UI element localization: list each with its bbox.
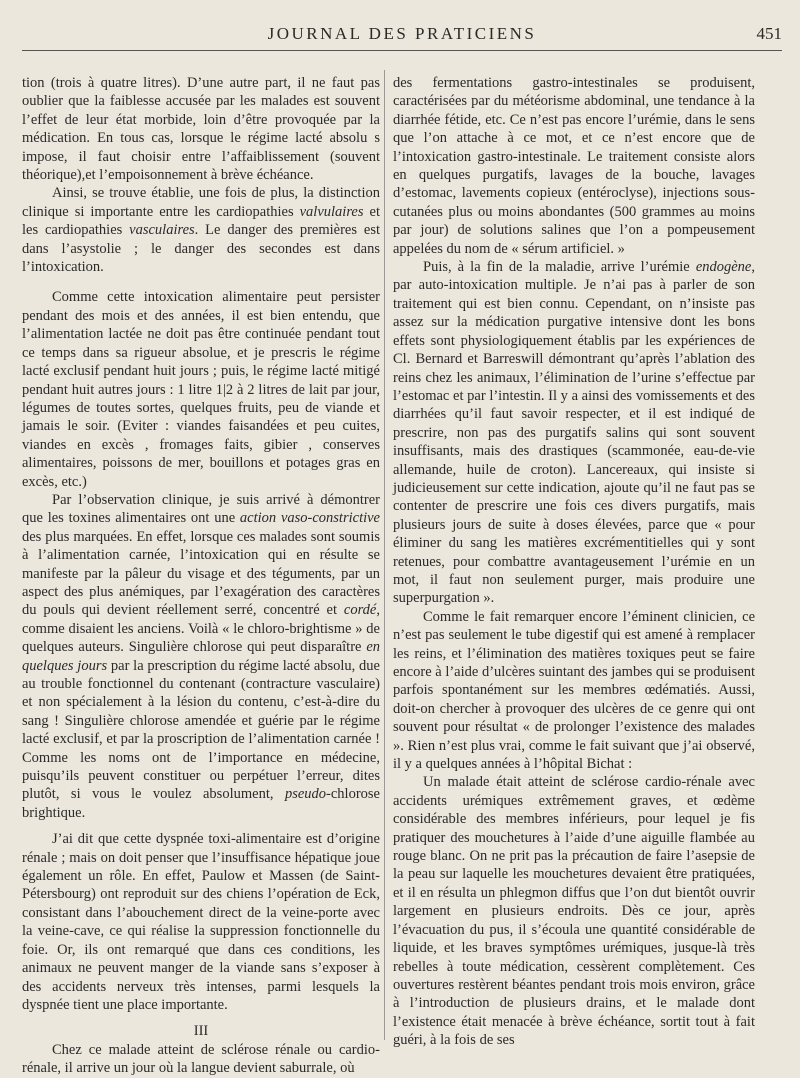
paragraph: Puis, à la fin de la maladie, arrive l’urémie endogène, par auto-intoxication multiple. Je n’ai pas à parler de son traitement qui est bien connu. Cependant, on n’insiste pas assez sur la médication purgative intensive dont les bons effets sont physiologiquement établis par les expériences de Cl. Bernard et Barreswill démontrant qu’après l’ablation des reins chez les animaux, l’élimination de l’urine s’effectue par l’estomac et par l’intestin. Il y a ainsi des vomissements et des diarrhées qu’il faut savoir respecter, et il est indiqué de prescrire, non pas des purgatifs salins qui sont souvent insuffisants, mais des drastiques (scammonée, eau-de-vie allemande, huile de croton). Lancereaux, qui insiste si judicieusement sur cette indication, ajoute qu’il ne faut pas se contenter de prescrire une fois ces divers purgatifs, mais plusieurs jours de suite à doses élevées, parce que « pour éliminer du sang les matières excrémentitielles qui y sont retenues, pour combattre avantageusement l’urémie en un mot, il faut non seulement purger, mais produire une superpurgation ».	[393, 259, 755, 607]
paragraph: des fermentations gastro-intestinales se produisent, caractérisées par du météorisme abdominal, une tendance à la diarrhée fétide, etc. Ce n’est pas encore l’urémie, dans le sens que l’on attache à ce mot, et ce n’est encore que de l’intoxication gastro-intestinale. Le traitement consiste alors en quelques purgatifs, lavages de la bouche, lavages d’estomac, lavements copieux (entéroclyse), injections sous-cutanées plus ou moins abondantes (500 grammes au moins par jour) de solutions salines que l’on a pompeusement appelées du nom de « sérum artificiel. »	[393, 75, 755, 257]
page-number: 451	[756, 24, 782, 43]
paragraph: J’ai dit que cette dyspnée toxi-alimentaire est d’origine rénale ; mais on doit penser que l’insuffisance hépatique joue également un rôle. En effet, Paulow et Massen (de Saint-Pétersbourg) ont reproduit sur des chiens l’opération de Eck, consistant dans l’abouchement direct de la veine-porte avec la veine-cave, ce qui réalise la suppression fonctionnelle du foie. Or, ils ont remarqué que dans ces conditions, les animaux ne peuvent manger de la viande sans s’exposer à des accidents nerveux très intenses, parmi lesquels la dyspnée tient une place importante.	[22, 831, 380, 1013]
journal-title: JOURNAL DES PRATICIENS	[267, 24, 537, 43]
column-divider	[384, 70, 385, 1040]
paragraph: Par l’observation clinique, je suis arrivé à démontrer que les toxines alimentaires ont une action vaso-constrictive des plus marquées. En effet, lorsque ces malades sont soumis à l’alimentation carnée, l’intoxication qui en résulte se manifeste par la pâleur du visage et des téguments, par un aspect des plus anémiques, par l’exagération des caractères du pouls qui devient réellement serré, concentré et cordé, comme disaient les anciens. Voilà « le chloro-brightisme » de quelques auteurs. Singulière chlorose qui peut disparaître en quelques jours par la prescription du régime lacté absolu, due au trouble fonctionnel du contenant (contracture vasculaire) et non spécialement à la lésion du contenu, c’est-à-dire du sang ! Singulière chlorose amendée et guérie par le régime lacté exclusif, et par la proscription de l’alimentation carnée ! Comme les noms ont de l’importance en médecine, puisqu’ils peuvent constituer ou perpétuer l’erreur, dites plutôt, si vous le voulez absolument, pseudo-chlorose brightique.	[22, 491, 380, 821]
paragraph: Comme cette intoxication alimentaire peut persister pendant des mois et des années, il est bien entendu, que l’alimentation lactée ne doit pas être continuée pendant tout ce temps dans sa rigueur absolue, et je prescris le régime lacté exclusif pendant huit jours ; puis, le régime lacté mitigé pendant huit autres jours : 1 litre 1|2 à 2 litres de lait par jour, légumes de toutes sortes, quelques fruits, peu de viande et jamais le soir. (Eviter : viandes faisandées et peu cuites, viandes en excès , fromages faits, gibier , conserves alimentaires, poissons de mer, bouillons et potages gras en excès, etc.)	[22, 289, 380, 490]
paragraph: tion (trois à quatre litres). D’une autre part, il ne faut pas oublier que la faiblesse accusée par les malades est souvent l’effet de leur état morbide, loin d’être provoquée par la médication. En tous cas, lorsque le régime lacté absolu s impose, il faut choisir entre l’affaiblissement (souvent théorique),et l’empoisonnement à brève échéance.	[22, 75, 380, 184]
paragraph: Chez ce malade atteint de sclérose rénale ou cardio-rénale, il arrive un jour où la langue devient saburrale, où	[22, 1041, 380, 1077]
right-column	[393, 74, 755, 1050]
left-column	[22, 74, 380, 1078]
page-header	[22, 24, 782, 48]
section-heading: III	[193, 1023, 209, 1040]
paragraph: Ainsi, se trouve établie, une fois de plus, la distinction clinique si importante entre les cardiopathies valvulaires et les cardiopathies vasculaires. Le danger des premières est dans l’asystolie ; le danger des secondes est dans l’intoxication.	[22, 185, 380, 276]
paragraph: Comme le fait remarquer encore l’éminent clinicien, ce n’est pas seulement le tube digestif qui est amené à remplacer les reins, et l’élimination des matières toxiques peut se faire encore à l’aide d’ulcères suintant des jambes qui se produisent parfois spontanément sur les membres œdématiés. Aussi, doit-on chercher à provoquer des ulcères de ce genre qui ont souvent pour résultat « de prolonger l’existence des malades ». Rien n’est plus vrai, comme le fait suivant que j’ai observé, il y a quelques années à l’hôpital Bichat :	[393, 608, 755, 773]
header-rule	[22, 50, 782, 51]
paragraph: Un malade était atteint de sclérose cardio-rénale avec accidents urémiques extrêmement graves, et œdème considérable des membres inférieurs, pour lequel je fis pratiquer des mouchetures à l’aide d’une aiguille flambée au rouge blanc. On ne prit pas la précaution de faire l’asepsie de la peau sur laquelle les mouchetures devaient être pratiquées, et il en résulta un phlegmon diffus que l’on dut bientôt ouvrir largement en plusieurs endroits. Dès ce jour, après l’évacuation du pus, il s’écoula une quantité considérable de liquide, et les braves symptômes urémiques, jusque-là très rebelles à toute médication, cessèrent complètement. Ces ouvertures restèrent béantes pendant trois mois environ, grâce à l’introduction de plusieurs drains, et le malade dont l’existence était menacée à brève échéance, sortit tout à fait guéri, à la fois de ses	[393, 774, 755, 1049]
